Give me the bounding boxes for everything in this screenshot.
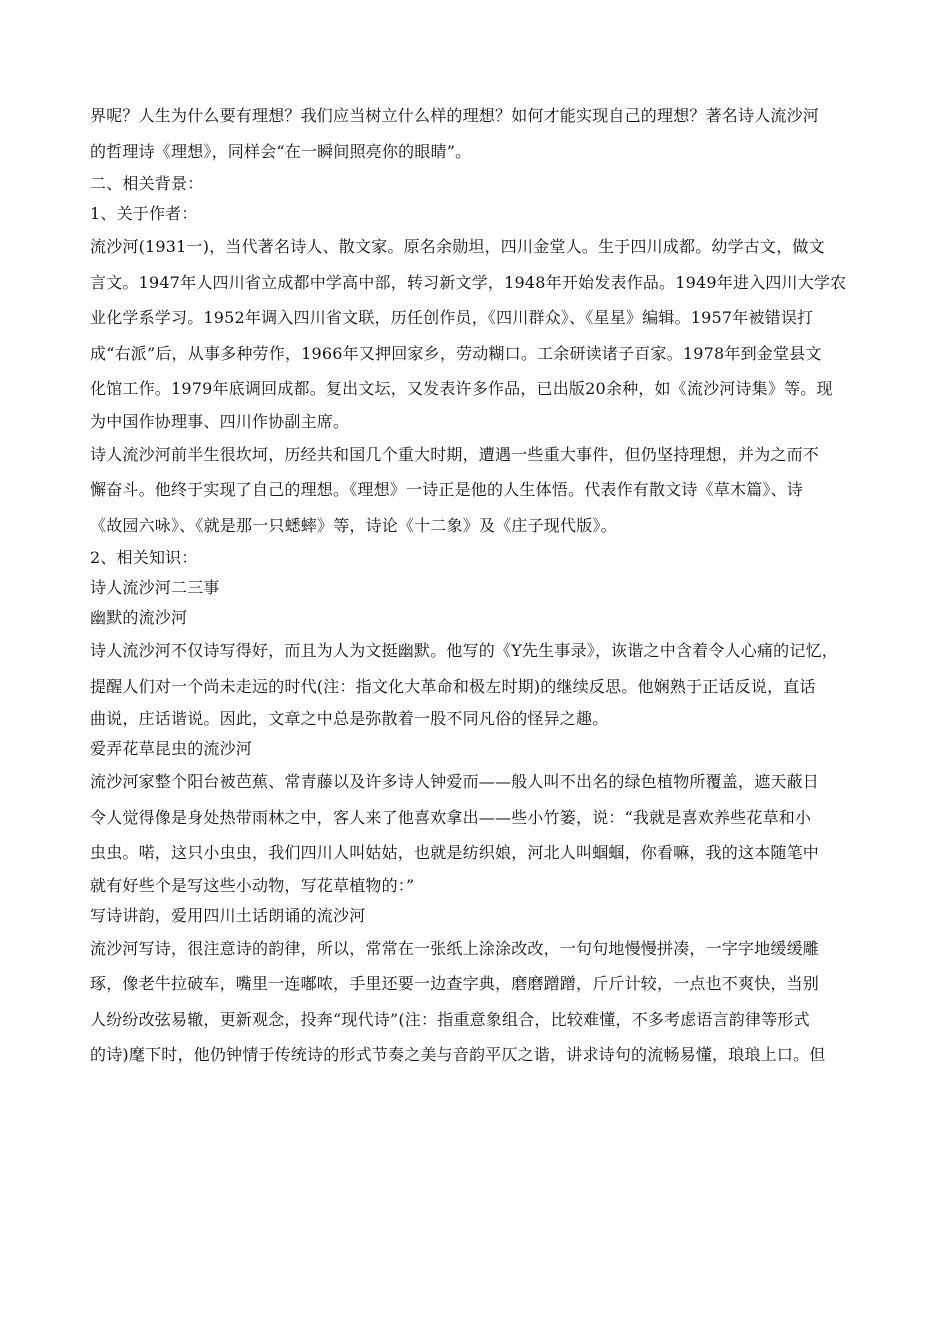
text-line: 幽默的流沙河 xyxy=(90,608,188,627)
text-line: 诗人流沙河前半生很坎坷，历经共和国几个重大时期，遭遇一些重大事件，但仍坚持理想，并为之而不 xyxy=(90,444,820,464)
text-line: 令人觉得像是身处热带雨林之中，客人来了他喜欢拿出——些小竹篓，说：“我就是喜欢养些花草和小 xyxy=(90,807,812,827)
text-line: 流沙河写诗，很注意诗的韵律，所以，常常在一张纸上涂涂改改，一句句地慢慢拼凑，一字字地缓缓雕 xyxy=(90,938,820,958)
text-line: 虫虫。喏，这只小虫虫，我们四川人叫姑姑，也就是纺织娘，河北人叫蝈蝈，你看嘛，我的这本随笔中 xyxy=(90,843,820,862)
text-line: 二、相关背景： xyxy=(90,174,204,193)
document-page xyxy=(90,98,865,1073)
text-line: 就有好些个是写这些小动物，写花草植物的：” xyxy=(90,875,415,895)
text-line: 写诗讲韵，爱用四川土话朗诵的流沙河 xyxy=(90,905,366,925)
text-line: 提醒人们对一个尚未走远的时代(注：指文化大革命和极左时期)的继续反思。他娴熟于正话反说，直话 xyxy=(90,676,816,696)
text-line: 化馆工作。1979年底调回成都。复出文坛，又发表许多作品，已出版20余种，如《流沙河诗集》等。现 xyxy=(90,379,833,398)
text-line: 的哲理诗《理想》，同样会“在一瞬间照亮你的眼睛”。 xyxy=(90,141,472,161)
text-line: 诗人流沙河二三事 xyxy=(90,578,220,597)
text-line: 2、相关知识： xyxy=(90,548,198,567)
text-line: 流沙河家整个阳台被芭蕉、常青藤以及许多诗人钟爱而——般人叫不出名的绿色植物所覆盖，遮天蔽日 xyxy=(90,772,820,791)
text-line: 成“右派”后，从事多种劳作，1966年又押回家乡，劳动糊口。工余研读诸子百家。1978年到金堂县文 xyxy=(90,343,822,363)
text-line: 1、关于作者： xyxy=(90,204,198,223)
text-line: 诗人流沙河不仅诗写得好，而且为人为文挺幽默。他写的《Y先生事录》，诙谐之中含着令人心痛的记忆， xyxy=(90,641,838,660)
text-line: 流沙河(1931一)，当代著名诗人、散文家。原名余勋坦，四川金堂人。生于四川成都。幼学古文，做文 xyxy=(90,237,825,256)
text-line: 懈奋斗。他终于实现了自己的理想。《理想》一诗正是他的人生体悟。代表作有散文诗《草木篇》、诗 xyxy=(90,480,804,499)
text-line: 《故园六咏》、《就是那一只蟋蟀》等，诗论《十二象》及《庄子现代版》。 xyxy=(90,515,617,535)
text-line: 爱弄花草昆虫的流沙河 xyxy=(90,739,253,758)
text-line: 为中国作协理事、四川作协副主席。 xyxy=(90,411,350,431)
text-line: 业化学系学习。1952年调入四川省文联，历任创作员，《四川群众》、《星星》编辑。1957年被错误打 xyxy=(90,308,814,327)
text-line: 人纷纷改弦易辙，更新观念，投奔“现代诗”(注：指重意象组合，比较难懂，不多考虑语言韵律等形式 xyxy=(90,1009,810,1029)
text-line: 言文。1947年人四川省立成都中学高中部，转习新文学，1948年开始发表作品。1949年进入四川大学农 xyxy=(90,272,847,292)
text-line: 的诗)麾下时，他仍钟情于传统诗的形式节奏之美与音韵平仄之谐，讲求诗句的流畅易懂，琅琅上口。但 xyxy=(90,1045,826,1064)
text-line: 曲说，庄话谐说。因此，文章之中总是弥散着一股不同凡俗的怪异之趣。 xyxy=(90,709,609,728)
text-line: 界呢？人生为什么要有理想？我们应当树立什么样的理想？如何才能实现自己的理想？著名诗人流沙河 xyxy=(90,106,820,125)
text-line: 琢，像老牛拉破车，嘴里一连嘟哝，手里还要一边查字典，磨磨蹭蹭，斤斤计较，一点也不爽快，当别 xyxy=(90,974,820,993)
